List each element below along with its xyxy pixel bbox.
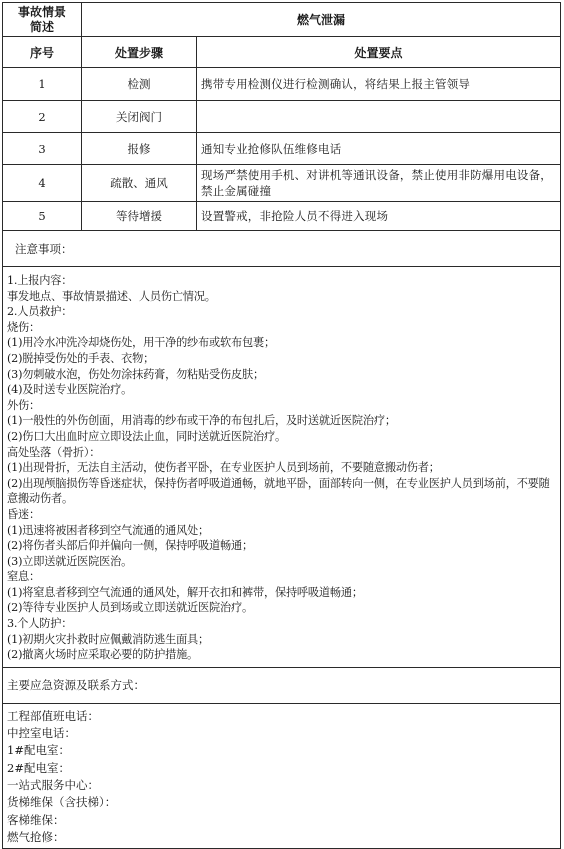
note-line: (1)出现骨折，无法自主活动，使伤者平卧，在专业医护人员到场前，不要随意搬动伤者； bbox=[7, 461, 440, 475]
contact-line: 货梯维保（含扶梯）： bbox=[7, 795, 117, 810]
contact-line: 燃气抢修： bbox=[7, 829, 65, 844]
scenario-value: 燃气泄漏 bbox=[82, 3, 561, 37]
step-no: 3 bbox=[3, 133, 82, 165]
step-row bbox=[3, 165, 561, 202]
col-step-header: 处置步骤 bbox=[82, 37, 197, 68]
note-line: 外伤： bbox=[7, 398, 40, 412]
step-row bbox=[3, 202, 561, 231]
note-line: (1)初期火灾扑救时应佩戴消防逃生面具； bbox=[7, 632, 210, 646]
note-line: 烧伤： bbox=[7, 320, 40, 334]
contact-line: 一站式服务中心： bbox=[7, 778, 99, 793]
procedure-table bbox=[2, 2, 561, 849]
step-no: 5 bbox=[3, 202, 82, 231]
step-key-point: 携带专用检测仪进行检测确认，将结果上报主管领导 bbox=[197, 68, 561, 101]
note-line: (1)将窒息者移到空气流通的通风处，解开衣扣和裤带，保持呼吸道畅通； bbox=[7, 585, 363, 599]
column-header-row bbox=[3, 37, 561, 68]
note-line: 3.个人防护： bbox=[7, 617, 73, 631]
note-line: (2)伤口大出血时应立即设法止血，同时送就近医院治疗。 bbox=[7, 429, 286, 443]
step-name: 检测 bbox=[82, 68, 197, 101]
col-no-header: 序号 bbox=[3, 37, 82, 68]
note-line: 高处坠落（骨折）： bbox=[7, 445, 101, 459]
note-line: 事发地点、事故情景描述、人员伤亡情况。 bbox=[7, 289, 216, 303]
step-name: 等待增援 bbox=[82, 202, 197, 231]
scenario-label-line2: 简述 bbox=[29, 19, 54, 34]
emergency-procedure-document bbox=[2, 2, 560, 849]
note-line: 昏迷： bbox=[7, 507, 40, 521]
contact-line: 中控室电话： bbox=[7, 726, 76, 741]
step-row bbox=[3, 101, 561, 133]
contact-line: 1#配电室： bbox=[7, 743, 70, 758]
note-line: 2.人员救护： bbox=[7, 305, 73, 319]
note-line: 窒息： bbox=[7, 570, 40, 584]
scenario-label bbox=[3, 3, 82, 37]
step-no: 4 bbox=[3, 165, 82, 202]
step-no: 2 bbox=[3, 101, 82, 133]
note-line: (2)出现颅脑损伤等昏迷症状，保持伤者呼吸道通畅，就地平卧，面部转向一侧，在专业医护人员到场前，不要随意搬动伤者。 bbox=[7, 476, 550, 506]
step-no: 1 bbox=[3, 68, 82, 101]
notes-label: 注意事项： bbox=[3, 231, 561, 267]
contact-line: 工程部值班电话： bbox=[7, 708, 99, 723]
step-key-point: 设置警戒，非抢险人员不得进入现场 bbox=[197, 202, 561, 231]
scenario-row bbox=[3, 3, 561, 37]
note-line: (2)撤离火场时应采取必要的防护措施。 bbox=[7, 648, 199, 662]
note-line: (1)一般性的外伤创面，用消毒的纱布或干净的布包扎后，及时送就近医院治疗； bbox=[7, 414, 396, 428]
contact-line: 客梯维保： bbox=[7, 812, 65, 827]
note-line: 1.上报内容： bbox=[7, 274, 73, 287]
step-key-point: 通知专业抢修队伍维修电话 bbox=[197, 133, 561, 165]
step-row bbox=[3, 68, 561, 101]
step-key-point: 现场严禁使用手机、对讲机等通讯设备，禁止使用非防爆用电设备，禁止金属碰撞 bbox=[197, 165, 561, 202]
step-name: 关闭阀门 bbox=[82, 101, 197, 133]
scenario-label-line1: 事故情景 bbox=[17, 4, 66, 19]
resources-label: 主要应急资源及联系方式： bbox=[3, 667, 561, 703]
contacts-row bbox=[3, 703, 561, 848]
note-line: (4)及时送专业医院治疗。 bbox=[7, 383, 133, 397]
step-row bbox=[3, 133, 561, 165]
note-line: (2)脱掉受伤处的手表、衣物； bbox=[7, 351, 155, 365]
note-line: (1)迅速将被困者移到空气流通的通风处； bbox=[7, 523, 210, 537]
notes-content bbox=[3, 267, 561, 668]
contacts-content bbox=[3, 703, 561, 848]
contact-line: 2#配电室： bbox=[7, 760, 70, 775]
notes-label-row bbox=[3, 231, 561, 267]
step-name: 报修 bbox=[82, 133, 197, 165]
resources-label-row bbox=[3, 667, 561, 703]
note-line: (1)用冷水冲洗冷却烧伤处，用干净的纱布或软布包裹； bbox=[7, 336, 275, 350]
step-key-point bbox=[197, 101, 561, 133]
note-line: (2)等待专业医护人员到场或立即送就近医院治疗。 bbox=[7, 601, 253, 615]
note-line: (2)将伤者头部后仰并偏向一侧，保持呼吸道畅通； bbox=[7, 539, 253, 553]
step-name: 疏散、通风 bbox=[82, 165, 197, 202]
note-line: (3)立即送就近医院医治。 bbox=[7, 554, 133, 568]
col-key-header: 处置要点 bbox=[197, 37, 561, 68]
note-line: (3)勿刺破水泡，伤处勿涂抹药膏，勿粘贴受伤皮肤； bbox=[7, 367, 264, 381]
notes-row bbox=[3, 267, 561, 668]
